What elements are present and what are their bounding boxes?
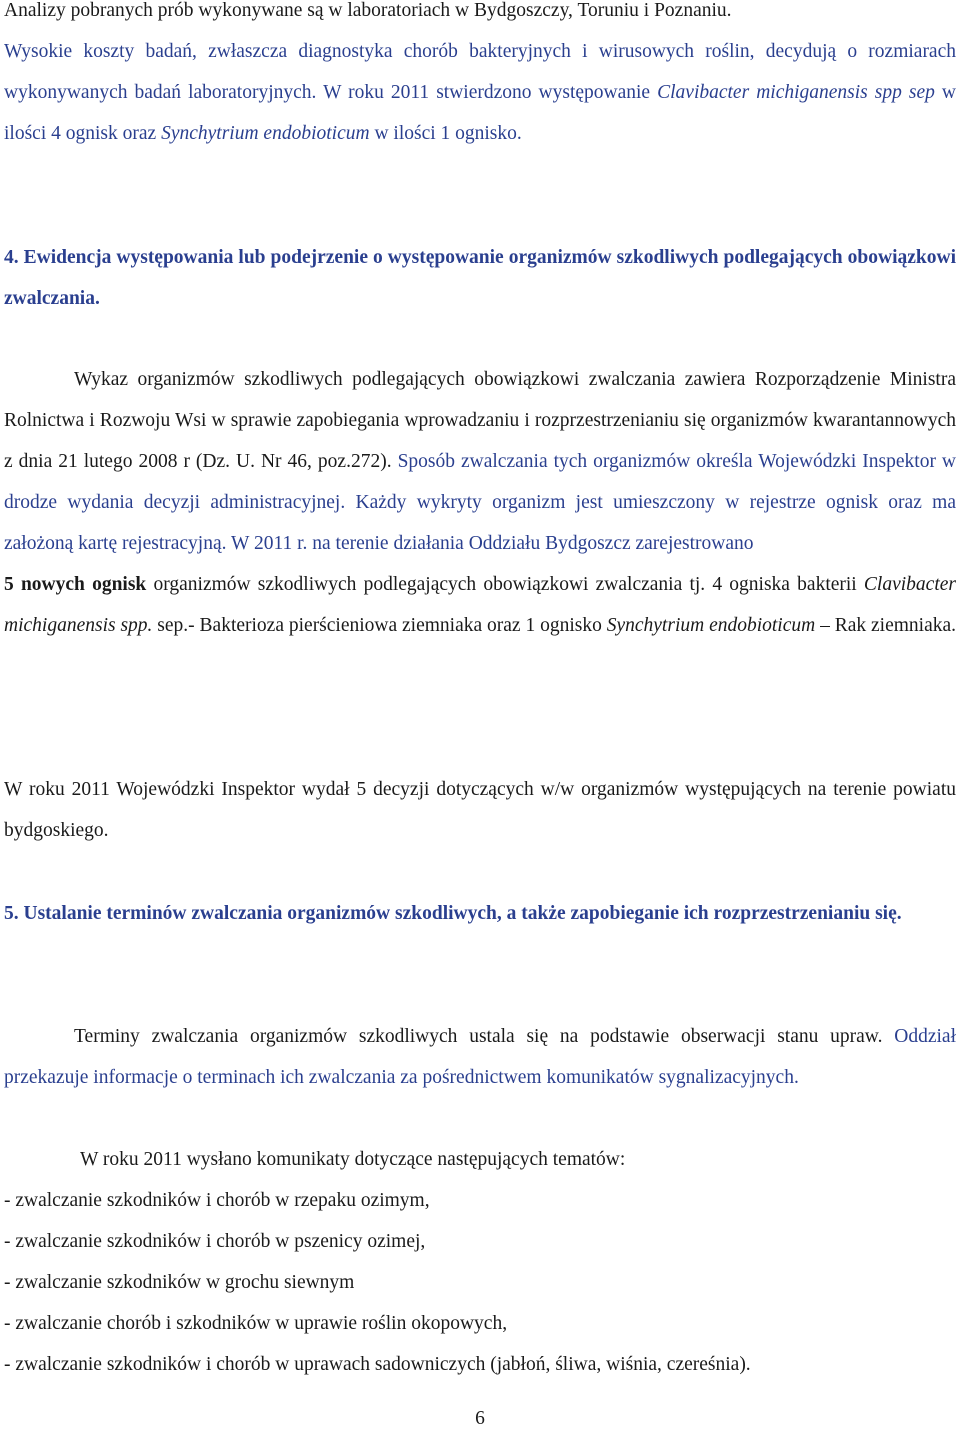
section-heading-5: 5. Ustalanie terminów zwalczania organizmów szkodliwych, a także zapobieganie ich rozprzestrzenianiu się. xyxy=(4,903,902,924)
text-span: organizmów szkodliwych podlegających obowiązkowi zwalczania tj. 4 ogniska bakterii xyxy=(146,574,864,595)
list-item: - zwalczanie szkodników w grochu siewnym xyxy=(4,1272,355,1293)
paragraph-decisions: W roku 2011 Wojewódzki Inspektor wydał 5 decyzji dotyczących w/w organizmów występujących na terenie powiatu bydgoskiego. xyxy=(4,779,956,841)
text-span-blue: na terenie działania Oddziału Bydgoszcz zarejestrowano xyxy=(307,533,754,554)
list-item: - zwalczanie szkodników i chorób w uprawach sadowniczych (jabłoń, śliwa, wiśnia, czereśnia). xyxy=(4,1354,751,1375)
paragraph-laboratories xyxy=(4,0,956,154)
topics-list xyxy=(4,1180,956,1385)
list-item: - zwalczanie chorób i szkodników w uprawie roślin okopowych, xyxy=(4,1313,508,1334)
text-span: sep.- Bakterioza pierścieniowa ziemniaka oraz 1 ognisko xyxy=(152,615,607,636)
text-span-blue: Sposób zwalczania tych organizmów określa Wojewódzki Inspektor w drodze wydania decyzji administracyjnej. Każdy wykryty organizm jest umieszczony w rejestrze ognisk oraz ma założoną kartę rejestracyjną. W 2011 r. xyxy=(4,451,957,554)
paragraph-terms xyxy=(4,1016,956,1098)
text-span-blue: Wysokie koszty badań, zwłaszcza diagnostyka chorób bakteryjnych i wirusowych roślin, decydują o rozmiarach wykonywanych badań laboratoryjnych. xyxy=(4,41,956,103)
paragraph-regulation xyxy=(4,359,956,646)
species-name: Synchytrium endobioticum xyxy=(161,123,370,144)
text-span-blue: w ilości 4 ognisk oraz xyxy=(4,82,956,144)
text-span-blue: W roku 2011 stwierdzono występowanie xyxy=(316,82,658,103)
species-name: Clavibacter michiganensis spp sep xyxy=(657,82,935,103)
text-span: – Rak ziemniaka. xyxy=(815,615,957,636)
text-span: Terminy zwalczania organizmów szkodliwych ustala się na podstawie obserwacji stanu upraw. xyxy=(74,1026,883,1047)
species-name: Clavibacter michiganensis spp. xyxy=(4,574,956,636)
text-span-blue: w ilości 1 ognisko. xyxy=(369,123,522,144)
text-span: Wykaz organizmów szkodliwych podlegających obowiązkowi zwalczania zawiera Rozporządzenie Ministra Rolnictwa i Rozwoju Wsi w sprawie zapobiegania wprowadzaniu i rozprzestrzenianiu się organizmów kwarantannowych z dnia 21 lutego 2008 r (Dz. U. Nr 46, poz.272). xyxy=(4,369,956,472)
text-span-blue: Oddział przekazuje informacje o terminach ich zwalczania za pośrednictwem komunikatów sygnalizacyjnych. xyxy=(4,1026,956,1088)
species-name: Synchytrium endobioticum xyxy=(606,615,816,636)
list-item: - zwalczanie szkodników i chorób w rzepaku ozimym, xyxy=(4,1190,430,1211)
text-span: Analizy pobranych prób wykonywane są w laboratoriach w Bydgoszczy, Toruniu i Poznaniu. xyxy=(4,0,732,21)
page-number: 6 xyxy=(475,1408,485,1429)
highlight-count: 5 nowych ognisk xyxy=(4,574,147,595)
list-item: - zwalczanie szkodników i chorób w pszenicy ozimej, xyxy=(4,1231,426,1252)
paragraph-communications: W roku 2011 wysłano komunikaty dotyczące następujących tematów: xyxy=(80,1149,626,1170)
section-heading-4: 4. Ewidencja występowania lub podejrzenie o występowanie organizmów szkodliwych podlegających obowiązkowi zwalczania. xyxy=(4,247,956,309)
